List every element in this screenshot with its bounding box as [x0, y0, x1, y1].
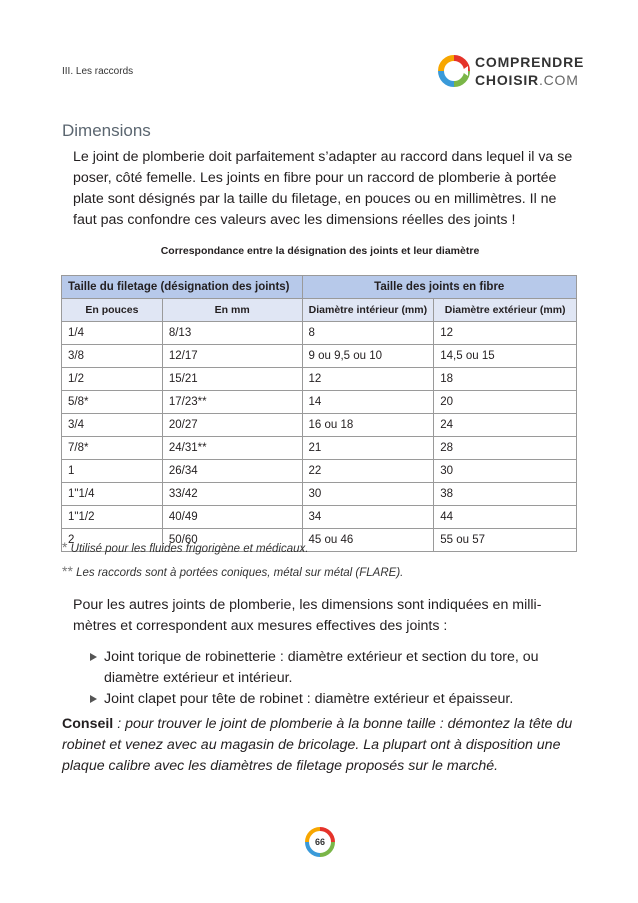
table-cell: 17/23** [162, 391, 302, 414]
table-caption: Correspondance entre la désignation des joints et leur diamètre [160, 245, 480, 257]
table-row [62, 414, 577, 437]
footnote-2: ** Les raccords sont à portées coniques, métal sur métal (FLARE). [62, 563, 404, 579]
table-row [62, 391, 577, 414]
table-cell: 14 [302, 391, 434, 414]
table-row [62, 483, 577, 506]
table-row [62, 322, 577, 345]
table-row [62, 460, 577, 483]
table-cell: 12 [434, 322, 577, 345]
table-cell: 33/42 [162, 483, 302, 506]
table-cell: 1/2 [62, 368, 163, 391]
brand-logo [437, 52, 587, 92]
table-cell: 7/8* [62, 437, 163, 460]
subheader-inches: En pouces [62, 299, 163, 322]
table-cell: 14,5 ou 15 [434, 345, 577, 368]
table-cell: 50/60 [162, 529, 302, 552]
table-cell: 16 ou 18 [302, 414, 434, 437]
table-cell: 8 [302, 322, 434, 345]
table-cell: 45 ou 46 [302, 529, 434, 552]
table-cell: 12/17 [162, 345, 302, 368]
logo-ring-icon [437, 54, 471, 88]
table-cell: 44 [434, 506, 577, 529]
header-fiber-size: Taille des joints en fibre [302, 276, 576, 299]
table-cell: 20/27 [162, 414, 302, 437]
tip-paragraph [62, 714, 582, 777]
table-cell: 22 [302, 460, 434, 483]
table-cell: 1/4 [62, 322, 163, 345]
footnote-1: * Utilisé pour les fluides frigorigène et médicaux. [62, 539, 309, 555]
page-number-badge [304, 826, 336, 858]
table-cell: 20 [434, 391, 577, 414]
tip-text: : pour trouver le joint de plomberie à la bonne taille : démontez la tête du robinet et venez avec au magasin de bricolage. La plupart ont à disposition une plaque calibre avec les diamètres de filetage proposés sur le marché. [62, 716, 573, 774]
tip-label: Conseil [62, 716, 114, 732]
table-cell: 30 [302, 483, 434, 506]
list-item: Joint torique de robinetterie : diamètre extérieur et section du tore, ou diamètre extérieur et intérieur. [90, 647, 580, 689]
table-cell: 40/49 [162, 506, 302, 529]
table-cell: 28 [434, 437, 577, 460]
table-cell: 2 [62, 529, 163, 552]
table-row [62, 506, 577, 529]
table-cell: 15/21 [162, 368, 302, 391]
table-cell: 9 ou 9,5 ou 10 [302, 345, 434, 368]
section-title: Dimensions [62, 121, 151, 140]
table-cell: 24/31** [162, 437, 302, 460]
table-cell: 5/8* [62, 391, 163, 414]
table-cell: 3/8 [62, 345, 163, 368]
table-cell: 1 [62, 460, 163, 483]
subheader-inner-diameter: Diamètre intérieur (mm) [302, 299, 434, 322]
header-thread-size: Taille du filetage (désignation des joints) [62, 276, 303, 299]
table-row [62, 345, 577, 368]
table-cell: 1"1/2 [62, 506, 163, 529]
table-cell: 24 [434, 414, 577, 437]
table-row [62, 437, 577, 460]
table-cell: 18 [434, 368, 577, 391]
table-cell: 26/34 [162, 460, 302, 483]
table-cell: 55 ou 57 [434, 529, 577, 552]
logo-line-2: CHOISIR.COM [475, 72, 579, 88]
subheader-outer-diameter: Diamètre extérieur (mm) [434, 299, 577, 322]
table-cell: 8/13 [162, 322, 302, 345]
second-paragraph: Pour les autres joints de plomberie, les dimensions sont indiquées en millimètres et correspondent aux mesures effectives des joints : [73, 597, 542, 634]
logo-line-1: COMPRENDRE [475, 54, 585, 70]
table-cell: 30 [434, 460, 577, 483]
table-cell: 34 [302, 506, 434, 529]
table-cell: 21 [302, 437, 434, 460]
list-item: Joint clapet pour tête de robinet : diamètre extérieur et épaisseur. [90, 689, 580, 710]
subheader-mm: En mm [162, 299, 302, 322]
page-number: 66 [314, 837, 325, 847]
intro-paragraph: Le joint de plomberie doit parfaitement s’adapter au raccord dans lequel il va se poser, côté femelle. Les joints en fibre pour un raccord de plomberie à portée plate sont désignés par la taille du filetage, en pouces ou en millimètres. Il ne faut pas confondre ces valeurs avec les dimensions réelles des joints ! [73, 149, 573, 228]
table-row [62, 368, 577, 391]
dimensions-table [61, 275, 577, 552]
table-cell: 3/4 [62, 414, 163, 437]
table-cell: 38 [434, 483, 577, 506]
table-cell: 12 [302, 368, 434, 391]
chapter-label: III. Les raccords [62, 66, 134, 77]
table-cell: 1"1/4 [62, 483, 163, 506]
bullet-triangle-icon [90, 653, 97, 661]
bullet-triangle-icon [90, 695, 97, 703]
